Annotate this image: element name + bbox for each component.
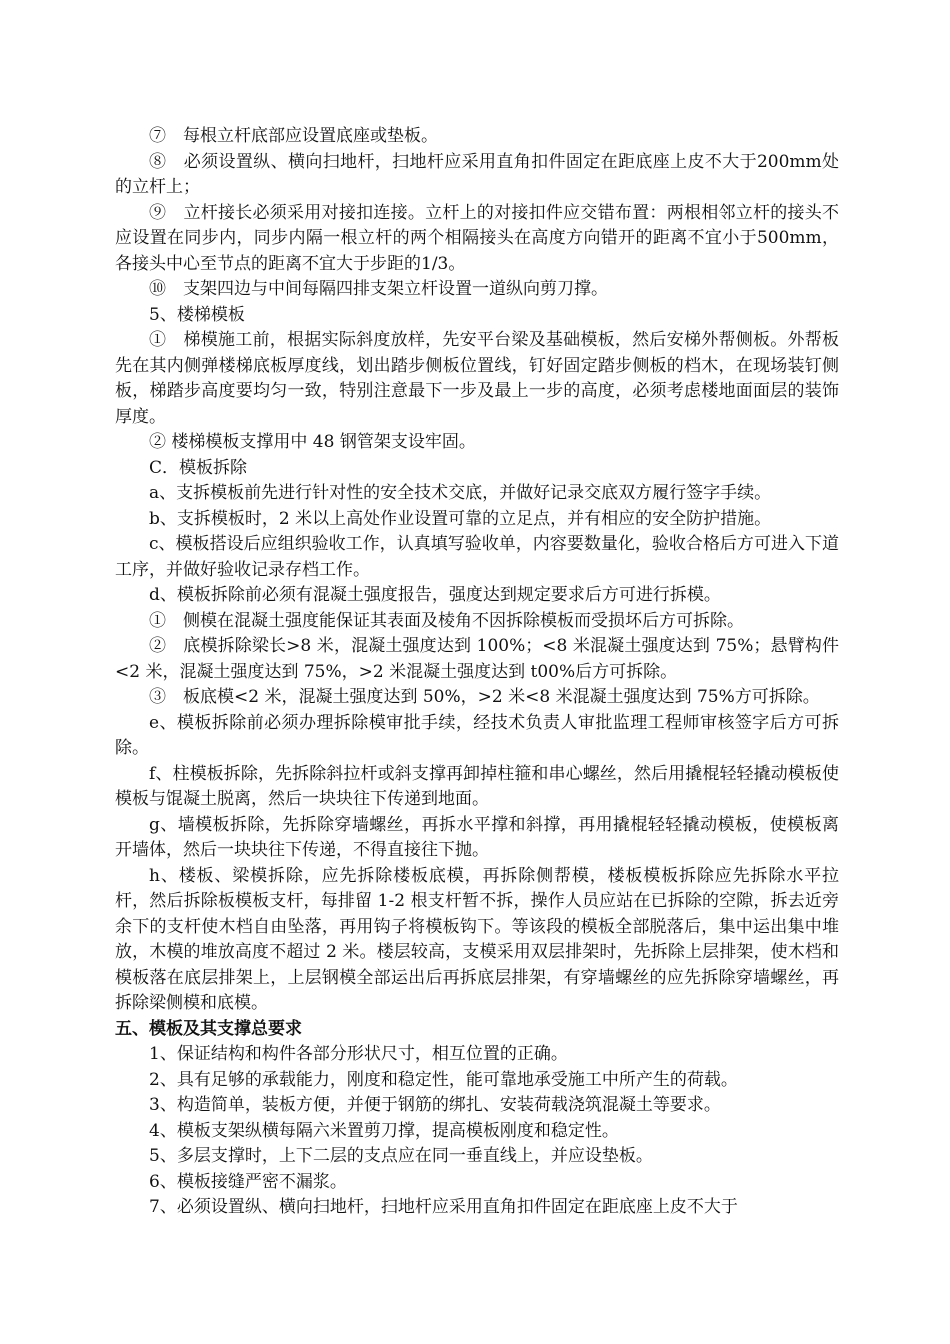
- paragraph-removal-d: d、模板拆除前必须有混凝土强度报告，强度达到规定要求后方可进行拆模。: [149, 585, 721, 605]
- requirement-item-2: 2、具有足够的承载能力，刚度和稳定性，能可靠地承受施工中所产生的荷载。: [149, 1069, 738, 1090]
- requirement-item-7: 7、必须设置纵、横向扫地杆，扫地杆应采用直角扣件固定在距底座上皮不大于: [149, 1197, 738, 1217]
- paragraph-removal-a: a、支拆模板前先进行针对性的安全技术交底，并做好记录交底双方履行签字手续。: [149, 483, 772, 503]
- paragraph-removal-d-2: ② 底模拆除梁长>8 米，混凝土强度达到 100%；<8 米混凝土强度达到 75%；悬臂构件<2 米，混凝土强度达到 75%，>2 米混凝土强度达到 t00%后方可拆除。: [115, 636, 839, 682]
- requirement-item-5: 5、多层支撑时，上下二层的支点应在同一垂直线上，并应设垫板。: [149, 1146, 653, 1166]
- paragraph-removal-d-1: ① 侧模在混凝土强度能保证其表面及棱角不因拆除模板而受损坏后方可拆除。: [149, 610, 744, 631]
- paragraph-item-8-sweeping-rod: ⑧ 必须设置纵、横向扫地杆，扫地杆应采用直角扣件固定在距底座上皮不大于200mm处的立杆上；: [115, 151, 839, 197]
- subheading-stair-formwork: 5、楼梯模板: [149, 304, 245, 325]
- requirement-item-4: 4、模板支架纵横每隔六米置剪刀撑，提高模板刚度和稳定性。: [149, 1120, 619, 1141]
- paragraph-removal-h: h、楼板、梁模拆除，应先拆除楼板底模，再拆除侧帮模，楼板模板拆除应先拆除水平拉杆，然后拆除板模板支杆，每排留 1-2 根支杆暂不拆，操作人员应站在已拆除的空隙，拆去近旁余下的支杆使木档自由坠落，再用钩子将模板钩下。等该段的模板全部脱落后，集中运出集中堆放，木模的堆放高度不超过 2 米。楼层较高，支模采用双层排架时，先拆除上层排架，使木档和模板落在底层排架上，上层钢模全部运出后再拆底层排架，有穿墙螺丝的应先拆除穿墙螺丝，再拆除梁侧模和底模。: [115, 865, 839, 1013]
- paragraph-item-7-base-plate: ⑦ 每根立杆底部应设置底座或垫板。: [149, 126, 438, 146]
- paragraph-removal-g: g、墙模板拆除，先拆除穿墙螺丝，再拆水平撑和斜撑，再用撬棍轻轻撬动模板，使模板离开墙体，然后一块块往下传递，不得直接往下抛。: [115, 814, 839, 860]
- paragraph-item-10-scissor-brace: ⑩ 支架四边与中间每隔四排支架立杆设置一道纵向剪刀撑。: [149, 279, 608, 299]
- paragraph-removal-e: e、模板拆除前必须办理拆除模审批手续，经技术负责人审批监理工程师审核签字后方可拆除。: [115, 712, 839, 758]
- section-heading: 五、模板及其支撑总要求: [115, 1018, 302, 1039]
- requirement-item-6: 6、模板接缝严密不漏浆。: [149, 1171, 347, 1192]
- paragraph-item-9-butt-joint: ⑨ 立杆接长必须采用对接扣连接。立杆上的对接扣件应交错布置：两根相邻立杆的接头不应设置在同步内，同步内隔一根立杆的两个相隔接头在高度方向错开的距离不宜小于500mm，各接头中心至节点的距离不宜大于步距的1/3。: [115, 202, 839, 274]
- subheading-formwork-removal: C．模板拆除: [149, 457, 248, 478]
- paragraph-stair-2: ② 楼梯模板支撑用中 48 钢管架支设牢固。: [149, 432, 476, 452]
- requirement-item-1: 1、保证结构和构件各部分形状尺寸，相互位置的正确。: [149, 1044, 568, 1064]
- paragraph-removal-f: f、柱模板拆除，先拆除斜拉杆或斜支撑再卸掉柱箍和串心螺丝，然后用撬棍轻轻撬动模板使模板与馄凝土脱离，然后一块块往下传递到地面。: [115, 763, 839, 809]
- document-page: [115, 124, 839, 1221]
- paragraph-removal-c: c、模板搭设后应组织验收工作，认真填写验收单，内容要数量化，验收合格后方可进入下道工序，并做好验收记录存档工作。: [115, 534, 839, 580]
- requirement-item-3: 3、构造简单，装板方便，并便于钢筋的绑扎、安装荷载浇筑混凝土等要求。: [149, 1095, 721, 1115]
- paragraph-stair-1: ① 梯模施工前，根据实际斜度放样，先安平台梁及基础模板，然后安梯外帮侧板。外帮板先在其内侧弹楼梯底板厚度线，划出踏步侧板位置线，钉好固定踏步侧板的档木，在现场装钉侧板，梯踏步高度要均匀一致，特别注意最下一步及最上一步的高度，必须考虑楼地面面层的装饰厚度。: [115, 330, 839, 427]
- paragraph-removal-b: b、支拆模板时，2 米以上高处作业设置可靠的立足点，并有相应的安全防护措施。: [149, 508, 772, 529]
- paragraph-removal-d-3: ③ 板底模<2 米，混凝土强度达到 50%，>2 米<8 米混凝土强度达到 75%方可拆除。: [149, 687, 820, 707]
